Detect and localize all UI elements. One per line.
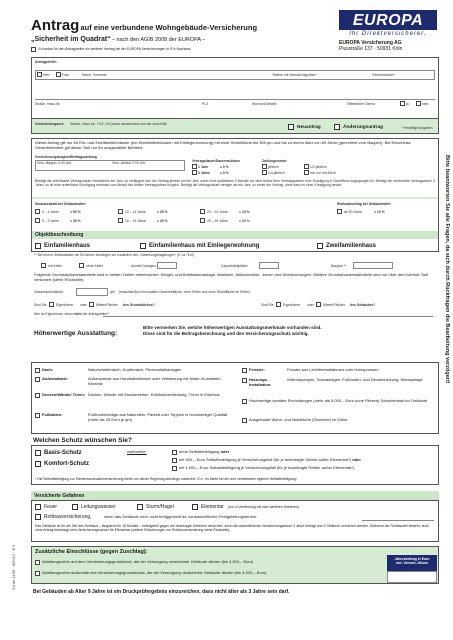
features-intro-1: Bitte vermerken Sie, welche höherwertigen Ausstattungsmerkmale vorhanden sind. [143,325,322,330]
public-nein-checkbox[interactable] [416,101,421,106]
grund-mieter-label: Mieter/Pächter [96,303,119,307]
wer-bold: nicht [73,312,82,316]
z1-checkbox[interactable] [262,164,267,169]
n2-value: = 25 % [157,210,168,214]
sb0-checkbox[interactable] [172,450,177,455]
roh-note: Das Gebäude ist für die Zeit des Rohbaus – längstens für 18 Monate – beitragsfrei gegen die beantragte Gefahren versichert, wenn die anschließende Versicherungsdauer 3 Jahre beträgt und 3 Gefahren versichert werden. Während der Rohbauzeit besteht, auch ohne Antrag beantragt, kein Versicherungsschutz für Elementar (weitere Erläuterungen zur Rohbauversicherung siehe Rückseite). [35,524,429,533]
grund-eig-label: Eigentümer [56,303,74,307]
wer-label [34,312,109,316]
zip-label: PLZ [202,102,209,106]
extra2-text: Ableitungsrohre außerhalb des Versicherungsgrundstücks, die der Versorgung versicherter Gebäude dienen (bis 3.000,– Euro) [42,570,267,575]
geb-eig-label: Eigentümer [283,303,301,307]
wohnflaeche-input[interactable] [76,288,108,296]
title-rest: auf eine verbundene Wohngebäude-Versicherung [80,23,258,32]
j3-checkbox[interactable] [192,170,197,175]
n4-value: = 30 % [70,219,81,223]
fenster-checkbox[interactable] [242,368,247,373]
n2-checkbox[interactable] [118,209,123,214]
side-note-right: Bitte beantworten Sie alle Fragen, da sich durch Rückfragen die Bearbeitung verzögert! [444,155,450,384]
baujahr-input[interactable] [353,262,393,269]
komfort-label: Komfort-Schutz [44,461,89,467]
sb1000-checkbox[interactable] [172,466,177,471]
form-title [31,17,281,35]
protection-title: Welchen Schutz wünschen Sie? [33,437,132,444]
garagen-input[interactable] [157,262,177,269]
public-service-label: Öffentlicher Dienst [347,102,375,106]
n6-label: 25 – 29 Jahre [207,219,228,223]
street-label: Straße, Haus-Nr. [35,102,61,106]
wer-input[interactable] [103,316,433,317]
keller-mit-label: mit Keller [48,264,63,268]
extras-section [31,546,439,584]
efh-label: Einfamilienhaus [44,243,91,249]
r1-checkbox[interactable] [337,209,342,214]
efhe-checkbox[interactable] [140,243,146,249]
oder-2: oder [307,303,314,307]
sind-sie-1: Sind Sie [34,303,47,307]
sb0-oder: oder [220,449,230,454]
roh-date-input[interactable] [362,520,434,521]
j3-label: 3 Jahre [198,171,210,175]
fb-label: Fußböden: [42,412,63,417]
wahlweise-label: wahlweise: [127,449,147,454]
pflicht-note: * freiwillige Angaben [402,126,433,130]
basis-label: Basis-Schutz [44,450,82,456]
n6-checkbox[interactable] [200,218,205,223]
phone-label: Telefon mit Vorwahl tagsüber* [272,73,317,77]
j1-label: 1 Jahr [198,165,208,169]
hoch-text: Hochwertige sanitäre Einrichtungen (mehr als 5.000,– Euro ohne Fliesen) Schwimmbad im Gebäude [249,398,428,403]
zahlweise-label: Zahlungsweise: [262,159,288,163]
z4-label: mtl. nur mit Abruf [310,171,336,175]
roh-checkbox[interactable] [35,514,41,520]
z3-label: 1/4-jährlich [268,171,285,175]
leit-checkbox[interactable] [72,504,78,510]
address-row[interactable] [35,88,435,100]
extra2-checkbox[interactable] [35,571,40,576]
geb-mieter-checkbox[interactable] [316,302,321,307]
dt-checkbox[interactable] [35,393,40,398]
dt-text: Decken, Wände mit Stuckarbeiten, Edelholzverkleidung, Türen in Edelholz [88,392,220,397]
features-title: Höherwertige Ausstattung: [34,330,118,337]
heiz-label: Heizungs-installation: [249,377,272,387]
fenster-text: Fenster aus Leichtmetallrahmen oder Holzsprossen [287,367,379,372]
n5-label: 15 – 19 Jahre [125,219,146,223]
sb0-label [179,450,229,455]
heiz-text: Wärmepumpen, Solaranlagen, Fußboden- und Deckenheizung, Klimaanlage [287,377,423,382]
object-section [31,252,439,348]
name-label: Name, Vorname [82,73,107,77]
aenderung-checkbox[interactable] [334,124,340,130]
carport-input[interactable] [259,262,279,269]
sturm-label: Sturm/Hagel [146,504,174,510]
j1-value: = 0 % [220,165,229,169]
n1-checkbox[interactable] [35,209,40,214]
n2-label: 10 – 14 Jahre [125,210,146,214]
risiko-label: Risikoabschlag bei Gebäudealter: [337,202,392,206]
grund-mieter-checkbox[interactable] [89,302,94,307]
extras-title: Zusätzliche Einschlüsse (gegen Zuschlag): [35,549,148,555]
aw-checkbox[interactable] [35,377,40,382]
garagen-label: Anzahl Garagen: [131,264,157,268]
elem-label: Elementar [201,504,224,510]
j1-checkbox[interactable] [192,164,197,169]
neuantrag-checkbox[interactable] [288,124,294,130]
elem-note: (nur in Verbindung mit zwei weiteren Gefahren) [228,505,299,509]
keller-ohne-checkbox[interactable] [79,263,84,268]
protection-section [31,445,439,485]
z2-label: 1/2-jährlich [310,165,327,169]
sb500-oder: oder [352,457,361,462]
public-ja-checkbox[interactable] [400,101,405,106]
n1-label: 0 – 4 Jahre [42,210,59,214]
logo-tagline: Ihr Direktversicherer. [349,31,427,37]
fb-text: Fußbodenbeläge aus Naturstein, Parkett oder Teppich in hochwertiger Qualität (mehr als 25 Euro je qm) [88,412,228,422]
object-title: Objektbeschreibung [32,231,438,239]
fb-checkbox[interactable] [35,413,40,418]
n3-label: 20 – 24 Jahre [207,210,228,214]
aw-text: Außenwände aus Handstrichklinker oder Verkleidung mit Natur-/Kunststein, Keramik [88,376,222,386]
komfort-checkbox[interactable] [35,461,41,467]
public-nein-label: nein [422,102,429,106]
sb0-text: ohne Selbstbeteiligung [179,449,220,454]
n5-value: = 20 % [157,219,168,223]
dach-text: Naturschieferdach, Kupferdach, Photovoltaikanlagen [88,367,182,372]
protection-note: * Die Selbstbeteiligung zur Elementarschadenversicherung bleibt von dieser Regelung allerdings unberührt. D.h., es bleibt bei der dort vereinbarten eigenen Selbstbeteiligung! [35,477,297,481]
keller-mit-checkbox[interactable] [41,263,46,268]
wohnflaeche-note: (einschließlich eventueller Gewerbefläche; ohne Keller und ohne Wohnfläche im Keller) [119,290,250,294]
features-intro-2: Diese sind für die Beitragsberechnung und den Versicherungsschutz wichtig. [143,331,309,336]
annual-fee-box [387,555,437,571]
dach-checkbox[interactable] [35,368,40,373]
sb500-checkbox[interactable] [172,458,177,463]
n5-checkbox[interactable] [118,218,123,223]
aw-label: Außenwände: [42,376,69,381]
vers-ablauf: Vers.-Ablauf: 0.00 Uhr [112,161,146,165]
n4-label: 5 – 9 Jahre [42,219,59,223]
z4-checkbox[interactable] [304,170,309,175]
birthdate-label: Geburtsdatum* [372,73,395,77]
ausg-text: Ausgebaute Wohn- und Nutzfläche (Gewerbe) im Keller [249,417,348,422]
public-ja-label: ja [406,102,409,106]
r1-label: ab 50 Jahre [344,210,362,214]
wohnflaeche-label: Gesamtwohnfläche: [34,290,64,294]
geb-mieter-label: Mieter/Pächter [323,303,346,307]
zfh-checkbox[interactable] [317,243,323,249]
herr-label: Herr [43,73,50,77]
location-row [31,118,439,134]
annual-fee-label: Jahresbeitrag in Euro [394,557,430,561]
zfh-label: Zweifamilienhaus [326,243,377,249]
vers-beginn: Vers.-Beginn: 0.00 Uhr [37,161,72,165]
dach-label: Dach: [42,367,54,372]
beginn-label: Versicherungsbeginn/Beitragszahlung [35,155,97,159]
z3-checkbox[interactable] [262,170,267,175]
form-subtitle [31,36,291,44]
basis-checkbox[interactable] [35,450,41,456]
baujahr-label: Baujahr:** [331,264,347,268]
herr-checkbox[interactable] [37,72,42,77]
features-section [31,362,439,434]
subtitle-bold: „Sicherheit im Quadrat“ [31,36,111,43]
discount-note [31,47,291,52]
extra1-text: Ableitungsrohre auf dem Versicherungsgrundstück, die der Versorgung versicherter Gebäude dienen (bis 3.000,– Euro) [42,559,254,564]
city-label: Wohnort/Ortsteil [252,102,277,106]
r1-value: = 10 % [374,210,385,214]
wer-text: Wer ist Eigentümer, wenn [34,312,73,316]
oder-1: oder [80,303,87,307]
terms-note: Beträgt die vereinbarte Vertragsdauer mindestens ein Jahr, so verlängert sich der Vertrag jeweils um ein Jahr, wenn nicht spätestens 3 Monate vor dem Ablauf dem Vertragspartner eine Kündigung in Schriftform zugegangen ist. Beträgt die vereinbarte Vertragsdauer 3 Jahre, so ist eine ordentliche Kündigung erstmals zum Ablauf des dritten Vertragsjahres möglich. Beträgt die Vertragsdauer weniger als ein Jahr, so endet der Vertrag, ohne dass es einer Kündigung bedarf. [35,179,435,188]
aenderung-label: Änderungsantrag [343,125,383,130]
laufzeit-label: Vertragsdauer/Dauernachlass [192,159,240,163]
qm-label: qm [110,290,115,294]
efh-checkbox[interactable] [35,243,41,249]
sb1000-label: mit 1.000,– Euro Selbstbeteiligung je Versicherungsfall (für je beantragte Gefahr außer Elementar*) [179,465,355,470]
j3-value: = 5 % [220,171,229,175]
roh-rest: wenn das Gebäude noch nicht fertiggestellt ist; voraussichtlicher Fertigstellungstermin: [104,514,258,519]
ausg-checkbox[interactable] [242,418,247,423]
object-footnote: ** Bei einem Gebäudealter ab 30 Jahren benötigen wir zusätzlich den „Sanierungsfragebogen“ (S 1a 7110) [34,253,195,257]
sturm-checkbox[interactable] [137,504,143,510]
title-main: Antrag [31,17,80,34]
feuer-checkbox[interactable] [35,504,41,510]
applicant-section [31,57,439,119]
carport-label: Carportstellplätze: [221,264,249,268]
fenster-label: Fenster: [249,367,265,372]
risks-section [31,500,439,542]
dt-label: Decken/Wände/ Türen: [42,392,86,397]
annual-fee-tax: incl. Versich.-Steuer [395,561,429,566]
object-list: Folgende Grundstücksbestandteile sind in beiden Tarifen mitversichert: Klingel- und Briefkastenanlage, Markisen, Müllcontainer, -boxen und Überdachungen. Weitere Grundstücksbestandteile sind nur über den Komfort-Tarif versichert (siehe Rückseite). [34,272,429,282]
heiz-checkbox[interactable] [242,378,247,383]
wer-rest: der Antragsteller? [82,312,110,316]
risks-title: Versicherte Gefahren [31,491,439,500]
final-note: Bei Gebäuden ab Alter 9 Jahre ist ein Druckprüfergebnis einzureichen, dass nicht älter als 3 Jahre sein darf. [33,589,290,595]
n4-checkbox[interactable] [35,218,40,223]
frau-label: Frau [62,73,69,77]
terms-intro: Dieser Antrag gilt nur für Ein- und Zweifamilienhäuser (bei Einfamilienhäusern mit Einliegerwohnung) mit einer Wohnfläche bis 300 qm und bis zu einem Alter von 69 Jahre (gerechnet vom Baujahr). Bei Einschluss Gewerbebetrieb gilt dieser Tarif nur für ausgewählte Betriebe. [35,140,411,150]
applicant-label: Antragsteller: [35,60,58,64]
sb500-text: mit 500,– Euro Selbstbeteiligung je Versicherungsfall (für je beantragte Gefahr außer Elementar*) [179,457,352,462]
n3-checkbox[interactable] [200,209,205,214]
location-hint: Straße, Haus-Nr., PLZ, Ort (wenn abweichend von der Anschrift) [70,122,167,126]
location-label: Versicherungsort: [35,122,65,126]
company-name: EUROPA Versicherung AG [339,40,402,46]
sb500-label [179,458,361,463]
sind-sie-2: Sind Sie [261,303,274,307]
neuantrag-label: Neuantrag [297,125,321,130]
annual-fee-input[interactable] [387,571,437,583]
efhe-label: Einfamilienhaus mit Einliegerwohnung [149,243,260,249]
grund-eig-checkbox[interactable] [49,302,54,307]
elem-checkbox[interactable] [192,504,198,510]
divider [32,197,438,199]
subtitle-rest: – nach den AGIB 2008 der EUROPA – [111,37,206,43]
n6-value: = 10 % [239,219,250,223]
n3-value: = 10 % [239,210,250,214]
frau-checkbox[interactable] [56,72,61,77]
discount-note-text: Es bedarf für den Antragsteller ein weiterer Vertrag bei der EUROPA Versicherungen in 5 % Nachlass [38,47,191,52]
logo-text: EUROPA [352,12,424,29]
company-address: Piusstraße 137 · 50931 Köln [339,46,403,52]
z2-checkbox[interactable] [304,164,309,169]
keller-ohne-label: ohne Keller [86,264,104,268]
geb-label: des Gebäudes? [350,303,376,307]
leit-label: Leitungswasser [81,504,116,510]
side-note-left: S4 de 1136 · 8/2012 · E 5 [11,544,16,590]
n1-value: = 50 % [70,210,81,214]
feuer-label: Feuer [44,504,58,510]
neubau-label: Neubaurabatt bei Gebäudealter: [35,202,87,206]
europa-logo [339,10,437,30]
geb-eig-checkbox[interactable] [276,302,281,307]
terms-section [31,138,439,252]
discount-checkbox[interactable] [31,47,36,52]
roh-label: Rohbauversicherung, [44,514,92,520]
hoch-checkbox[interactable] [242,399,247,404]
extra1-checkbox[interactable] [35,560,40,565]
grund-label: des Grundstückes? [123,303,155,307]
z1-label: jährlich [268,165,279,169]
